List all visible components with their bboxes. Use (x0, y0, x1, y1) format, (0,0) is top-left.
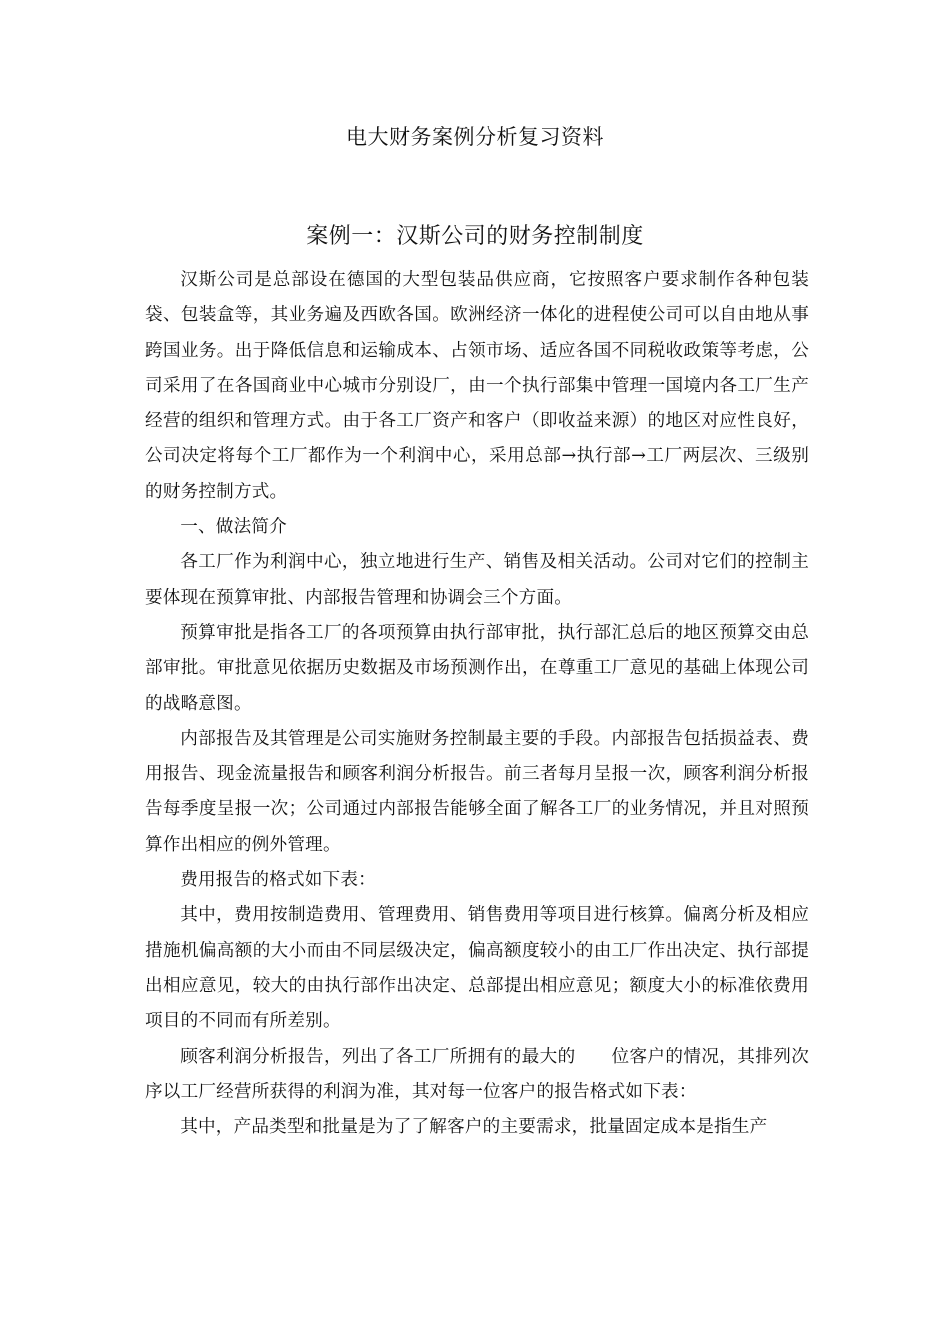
paragraph-intro: 汉斯公司是总部设在德国的大型包装品供应商，它按照客户要求制作各种包装袋、包装盒等，其业务遍及西欧各国。欧洲经济一体化的进程使公司可以自由地从事跨国业务。出于降低信息和运输成本、占领市场、适应各国不同税收政策等考虑，公司采用了在各国商业中心城市分别设厂，由一个执行部集中管理一国境内各工厂生产经营的组织和管理方式。由于各工厂资产和客户（即收益来源）的地区对应性良好，公司决定将每个工厂都作为一个利润中心，采用总部→执行部→工厂两层次、三级别的财务控制方式。 (145, 270, 809, 502)
section-heading-approach: 一、做法简介 (180, 517, 287, 538)
paragraph-product-type: 其中，产品类型和批量是为了了解客户的主要需求，批量固定成本是指生产 (180, 1117, 768, 1138)
document-title: 电大财务案例分析复习资料 (346, 125, 604, 149)
paragraph-budget-approval: 预算审批是指各工厂的各项预算由执行部审批，执行部汇总后的地区预算交由总部审批。审批意见依据历史数据及市场预测作出，在尊重工厂意见的基础上体现公司的战略意图。 (145, 622, 809, 714)
case-title: 案例一：汉斯公司的财务控制制度 (306, 224, 644, 249)
paragraph-expense-report-format: 费用报告的格式如下表： (180, 870, 376, 891)
paragraph-profit-centers: 各工厂作为利润中心，独立地进行生产、销售及相关活动。公司对它们的控制主要体现在预算审批、内部报告管理和协调会三个方面。 (145, 552, 809, 608)
paragraph-expense-accounting: 其中，费用按制造费用、管理费用、销售费用等项目进行核算。偏离分析及相应措施机偏高额的大小而由不同层级决定，偏高额度较小的由工厂作出决定、执行部提出相应意见，较大的由执行部作出决定、总部提出相应意见；额度大小的标准依费用项目的不同而有所差别。 (145, 905, 809, 1032)
paragraph-internal-reports: 内部报告及其管理是公司实施财务控制最主要的手段。内部报告包括损益表、费用报告、现金流量报告和顾客利润分析报告。前三者每月呈报一次，顾客利润分析报告每季度呈报一次；公司通过内部报告能够全面了解各工厂的业务情况，并且对照预算作出相应的例外管理。 (145, 728, 809, 855)
paragraph-customer-profit-report: 顾客利润分析报告，列出了各工厂所拥有的最大的 位客户的情况，其排列次序以工厂经营所获得的利润为准，其对每一位客户的报告格式如下表： (145, 1046, 809, 1102)
document-body (145, 263, 809, 1145)
